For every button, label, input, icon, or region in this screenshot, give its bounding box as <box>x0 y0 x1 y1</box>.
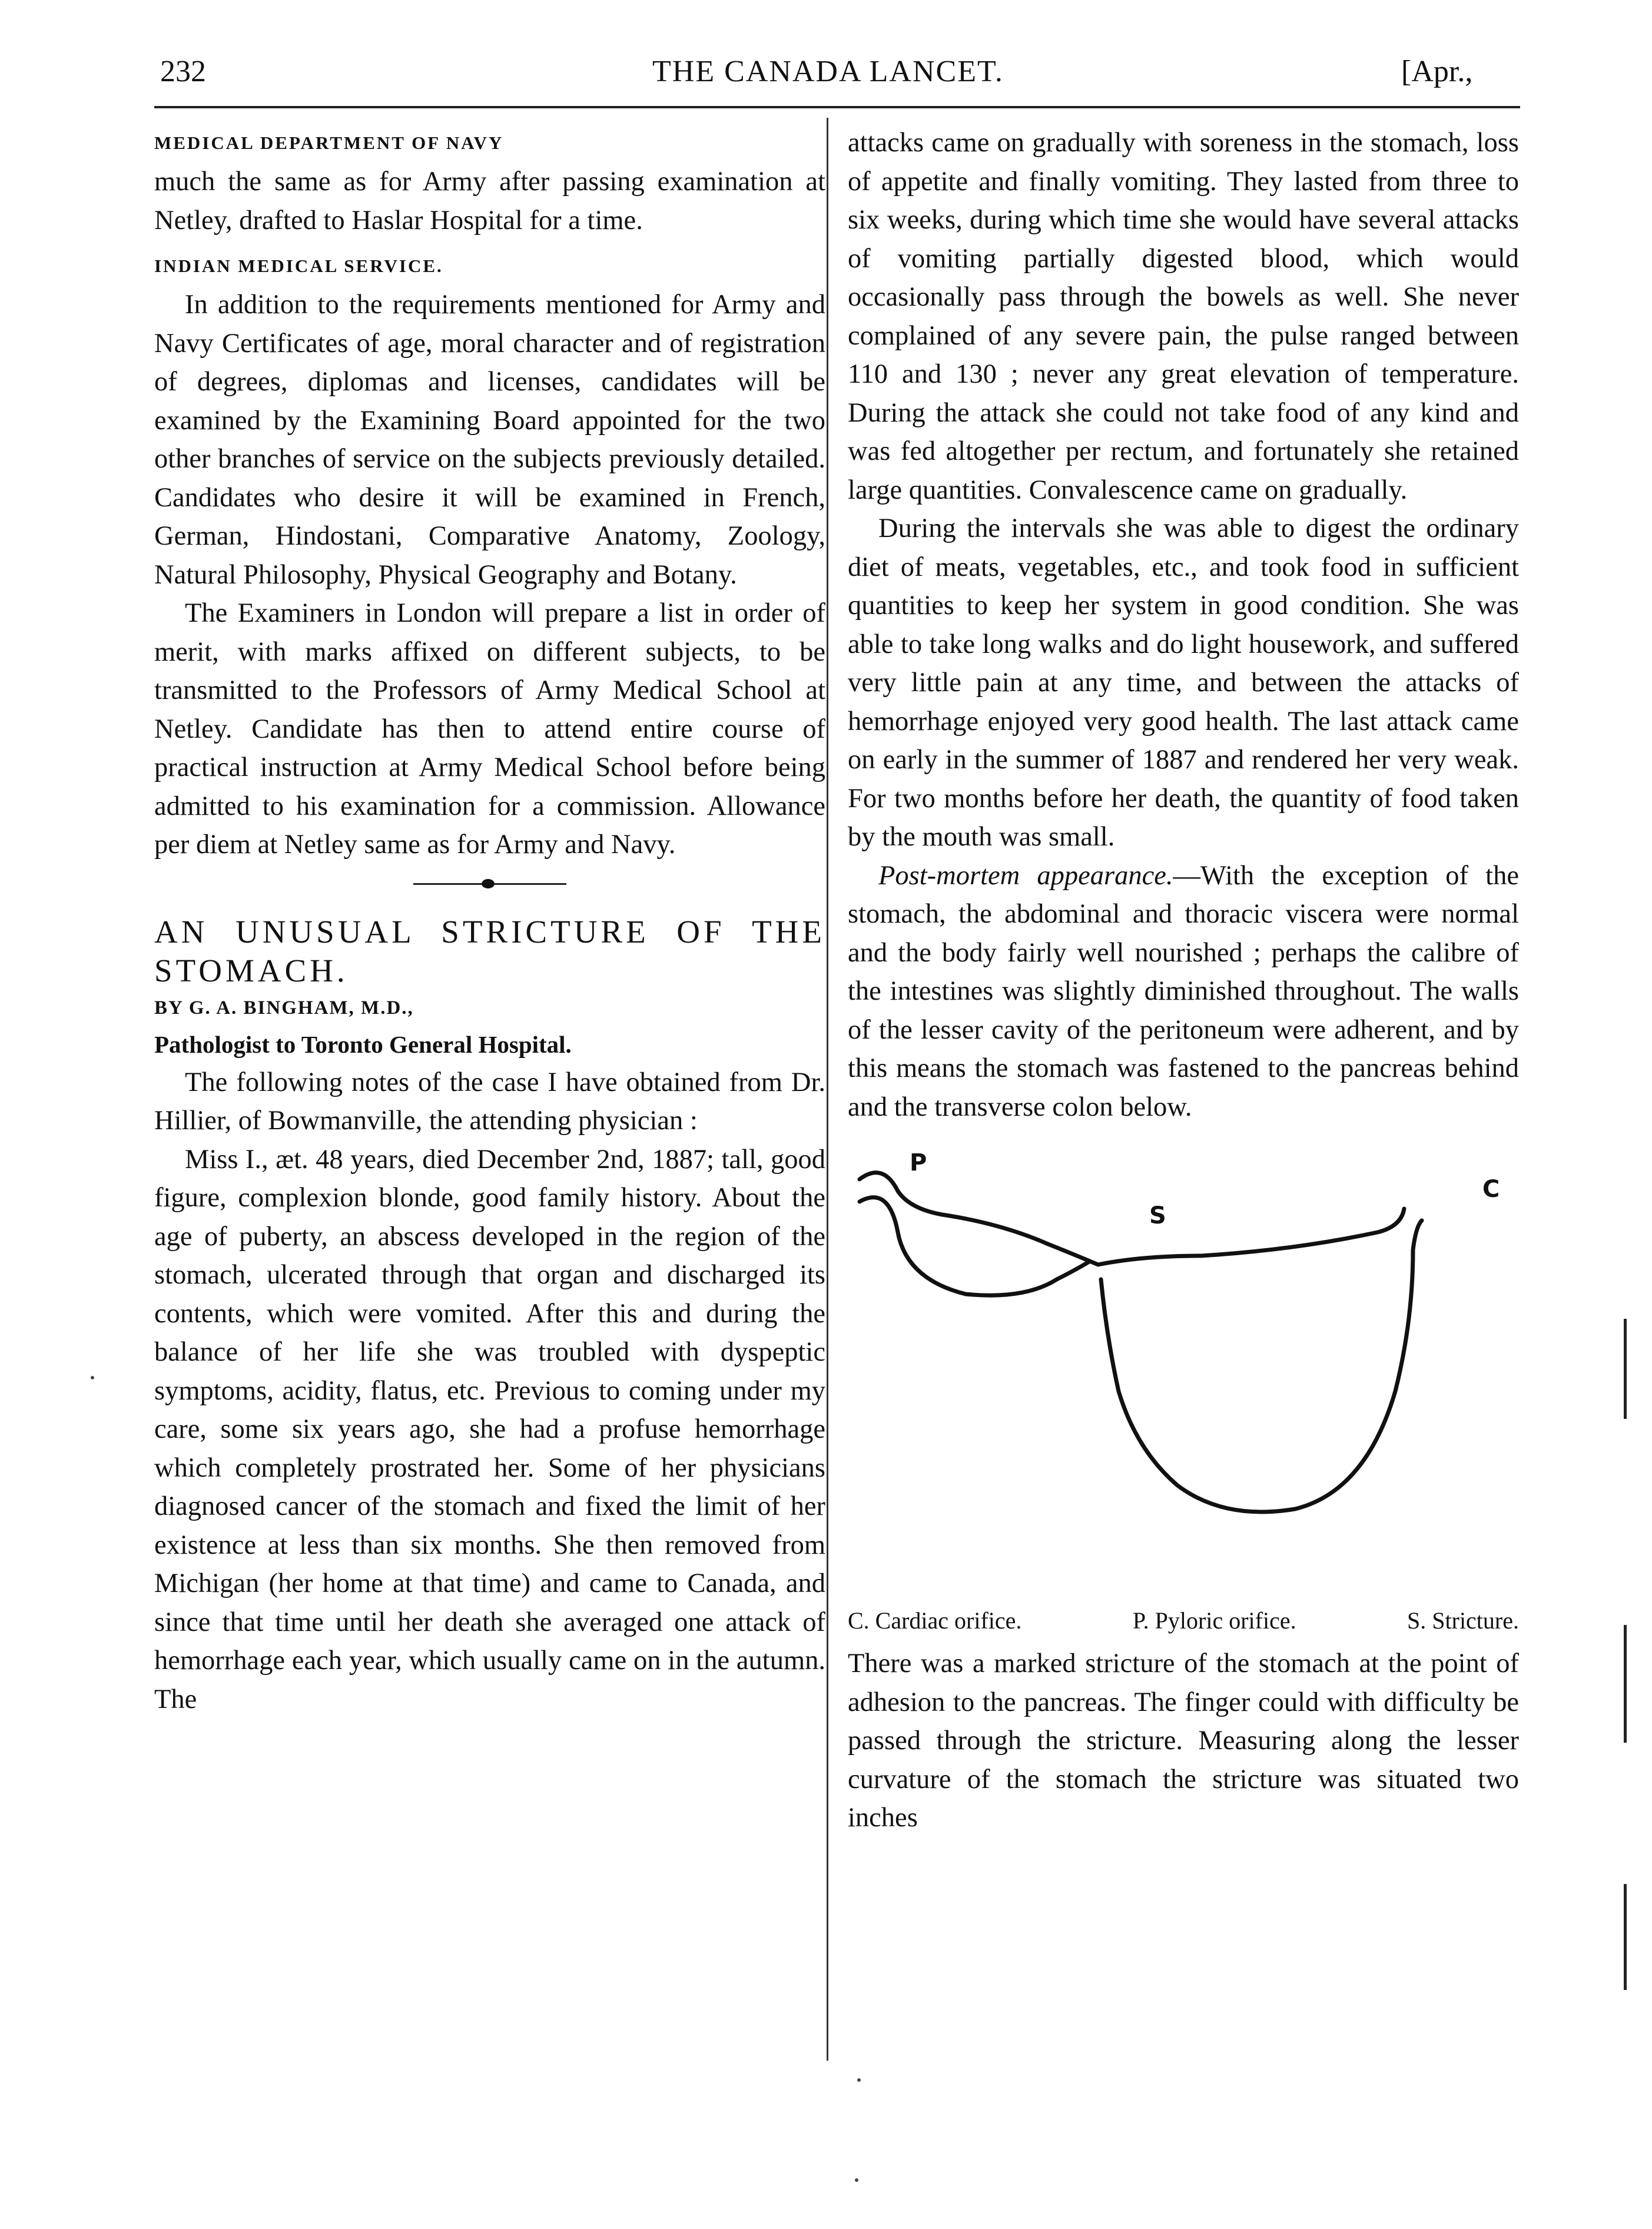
indian-service-heading: INDIAN MEDICAL SERVICE. <box>154 256 443 276</box>
author-byline: BY G. A. BINGHAM, M.D., <box>154 997 414 1019</box>
issue-month: [Apr., <box>1401 55 1473 88</box>
postmortem-text: —With the exception of the stomach, the abdominal and thoracic viscera were normal and the body fairly well nourished ; perhaps the calibre of the intestines was slightly diminished throughout. The walls of the lesser cavity of the peritoneum were adherent, and by this means the stomach was fastened to the pancreas behind and the transverse colon below. <box>848 860 1519 1122</box>
binding-edge-bar <box>1624 1625 1627 1743</box>
case-history-paragraph: Miss I., æt. 48 years, died December 2nd, 1887; tall, good figure, complexion blonde, good family history. About the age of puberty, an abscess developed in the region of the stomach, ulcerated through that organ and discharged its contents, which were vomited. After this and during the balance of her life she was troubled with dyspeptic symptoms, acidity, flatus, etc. Previous to coming under my care, some six years ago, she had a profuse hemorrhage which completely prostrated her. Some of her physicians diagnosed cancer of the stomach and fixed the limit of her existence at less than six months. She then removed from Michigan (her home at that time) and came to Canada, and since that time until her death she averaged one attack of hemorrhage each year, which usually came on in the autumn. The <box>154 1144 825 1714</box>
navy-text: much the same as for Army after passing examination at Netley, drafted to Haslar Hospital for a time. <box>154 167 825 235</box>
intervals-paragraph: During the intervals she was able to digest the ordinary diet of meats, vegetables, etc., and took food in sufficient quantities to keep her system in good condition. She was able to take long walks and do light housework, and suffered very little pain at any time, and between the attacks of hemorrhage enjoyed very good health. The last attack came on early in the summer of 1887 and rendered her very weak. For two months before her death, the quantity of food taken by the mouth was small. <box>848 513 1519 852</box>
scan-speck <box>91 1376 94 1379</box>
journal-title: THE CANADA LANCET. <box>652 55 1004 88</box>
caption-pyloric: P. Pyloric orifice. <box>1132 1607 1296 1634</box>
caption-cardiac: C. Cardiac orifice. <box>848 1607 1022 1634</box>
stricture-label: S <box>1149 1202 1166 1229</box>
pyloric-label: P <box>910 1149 927 1176</box>
header-rule <box>154 106 1520 108</box>
stomach-outline-drawing <box>848 1144 1519 1603</box>
column-divider <box>827 118 828 2061</box>
caption-stricture: S. Stricture. <box>1407 1607 1519 1634</box>
stomach-diagram <box>848 1144 1519 1603</box>
examiners-paragraph: The Examiners in London will prepare a list in order of merit, with marks affixed on different subjects, to be transmitted to the Professors of Army Medical School at Netley. Candidate has then to attend entire course of practical instruction at Army Medical School before being admitted to his examination for a commission. Allowance per diem at Netley same as for Army and Navy. <box>154 598 825 860</box>
binding-edge-bar <box>1624 1319 1627 1419</box>
scan-speck <box>857 2078 861 2082</box>
lesser-curvature <box>1098 1209 1404 1265</box>
section-ornament <box>154 875 825 893</box>
navy-heading: MEDICAL DEPARTMENT OF NAVY <box>154 132 504 153</box>
figure-caption <box>848 1603 1519 1638</box>
postmortem-label: Post-mortem appearance. <box>878 860 1173 891</box>
article-title: AN UNUSUAL STRICTURE OF THE STOMACH. <box>154 913 825 989</box>
indian-service-paragraph: In addition to the requirements mentioned for Army and Navy Certificates of age, moral character and of registration of degrees, diplomas and licenses, candidates will be examined by the Examining Board appointed for the two other branches of service on the subjects previously detailed. Candidates who desire it will be examined in French, German, Hindostani, Comparative Anatomy, Zoology, Natural Philosophy, Physical Geography and Botany. <box>154 290 825 590</box>
stricture-paragraph: There was a marked stricture of the stomach at the point of adhesion to the pancreas. The finger could with difficulty be passed through the stricture. Measuring along the lesser curvature of the stomach the stricture was situated two inches <box>848 1648 1519 1833</box>
page-number: 232 <box>160 55 206 88</box>
right-column <box>848 124 1519 1837</box>
left-column <box>154 124 825 1719</box>
case-intro-paragraph: The following notes of the case I have obtained from Dr. Hillier, of Bowmanville, the attending physician : <box>154 1067 825 1136</box>
cardiac-label: C <box>1482 1176 1500 1203</box>
binding-edge-bar <box>1624 1884 1627 1990</box>
greater-curvature <box>1101 1220 1422 1512</box>
postmortem-paragraph <box>848 857 1519 1127</box>
attacks-paragraph: attacks came on gradually with soreness in the stomach, loss of appetite and finally vomiting. They lasted from three to six weeks, during which time she would have several attacks of vomiting partially digested blood, which would occasionally pass through the bowels as well. She never complained of any severe pain, the pulse ranged between 110 and 130 ; never any great elevation of temperature. During the attack she could not take food of any kind and was fed altogether per rectum, and fortunately she retained large quantities. Convalescence came on gradually. <box>848 128 1519 505</box>
scan-speck <box>855 2178 858 2182</box>
author-affiliation: Pathologist to Toronto General Hospital. <box>154 1030 572 1058</box>
